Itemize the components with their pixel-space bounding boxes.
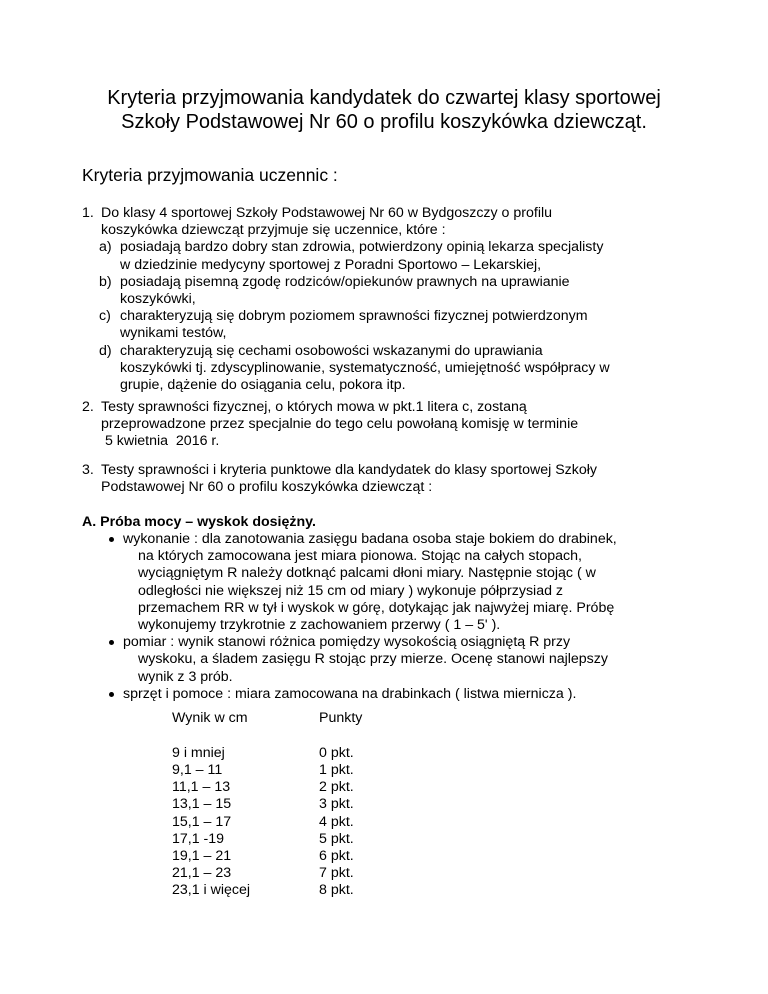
- table-cell: 7 pkt.: [319, 865, 354, 882]
- sub-letter: d): [99, 342, 112, 359]
- section-a-heading: A. Próba mocy – wyskok dosiężny.: [82, 514, 316, 530]
- sub-criteria-list: [82, 239, 722, 394]
- table-cell: 15,1 – 17: [172, 813, 232, 830]
- criteria-item-1: [82, 205, 722, 394]
- column-header-points: Punkty: [319, 710, 363, 726]
- sub-line: w dziedzinie medycyny sportowej z Poradni Sportowo – Lekarskiej,: [120, 256, 542, 273]
- table-cell: 17,1 -19: [172, 830, 225, 847]
- table-cell: 9,1 – 11: [172, 761, 223, 778]
- table-cell: 8 pkt.: [319, 882, 354, 899]
- sub-line: koszykówki,: [120, 291, 196, 308]
- table-cell: 2 pkt.: [319, 779, 354, 796]
- bullet-line: sprzęt i pomoce : miara zamocowana na drabinkach ( listwa miernicza ).: [123, 685, 577, 702]
- table-cell: 4 pkt.: [319, 813, 354, 830]
- sub-letter: a): [99, 239, 112, 256]
- sub-criterion-b: [82, 274, 722, 308]
- table-cell: 9 i mniej: [172, 744, 225, 761]
- item-line: Podstawowej Nr 60 o profilu koszykówka dziewcząt :: [101, 479, 433, 496]
- sub-line: wynikami testów,: [120, 325, 227, 342]
- bullet-icon: [109, 692, 114, 697]
- sub-line: posiadają pisemną zgodę rodziców/opiekunów prawnych na uprawianie: [120, 273, 570, 290]
- title-line-1: Kryteria przyjmowania kandydatek do czwartej klasy sportowej: [107, 87, 661, 109]
- item-line: Testy sprawności i kryteria punktowe dla kandydatek do klasy sportowej Szkoły: [101, 462, 597, 478]
- bullet-line: na których zamocowana jest miara pionowa. Stojąc na całych stopach,: [138, 548, 582, 565]
- sub-criterion-c: [82, 308, 722, 342]
- item-line: Do klasy 4 sportowej Szkoły Podstawowej Nr 60 w Bydgoszczy o profilu: [101, 205, 553, 221]
- sub-criterion-d: [82, 343, 722, 395]
- table-cell: 19,1 – 21: [172, 847, 232, 864]
- sub-letter: c): [99, 308, 111, 325]
- table-cell: 13,1 – 15: [172, 796, 232, 813]
- item-number: 1.: [82, 205, 94, 221]
- table-cell: 21,1 – 23: [172, 865, 232, 882]
- sub-criterion-a: [82, 239, 722, 273]
- table-cell: 6 pkt.: [319, 847, 354, 864]
- table-cell: 11,1 – 13: [172, 779, 231, 796]
- bullet-line: wyciągniętym R należy dotknąć palcami dłoni miary. Następnie stojąc ( w: [138, 565, 596, 582]
- bullet-line: pomiar : wynik stanowi różnica pomiędzy wysokością osiągniętą R przy: [123, 634, 571, 651]
- sub-line: grupie, dążenie do osiągania celu, pokora itp.: [120, 377, 406, 394]
- sub-line: koszykówki tj. zdyscyplinowanie, systematyczność, umiejętność współpracy w: [120, 359, 610, 376]
- bullet-icon: [109, 640, 114, 645]
- item-line: Testy sprawności fizycznej, o których mowa w pkt.1 litera c, zostaną: [101, 399, 527, 415]
- item-line: koszykówka dziewcząt przyjmuje się uczennice, które :: [101, 222, 446, 239]
- bullet-line: przemachem RR w tył i wyskok w górę, dotykając jak najwyżej miarę. Próbę: [138, 599, 615, 616]
- bullet-icon: [109, 537, 114, 542]
- title-line-2: Szkoły Podstawowej Nr 60 o profilu koszykówka dziewcząt.: [121, 111, 647, 133]
- bullet-line: wykonanie : dla zanotowania zasięgu badana osoba staje bokiem do drabinek,: [123, 531, 617, 547]
- bullet-line: wyskoku, a śladem zasięgu R stojąc przy mierze. Ocenę stanowi najlepszy: [138, 651, 608, 668]
- column-header-result: Wynik w cm: [172, 710, 248, 726]
- table-cell: 1 pkt.: [319, 761, 354, 778]
- item-number: 2.: [82, 399, 94, 415]
- bullet-measurement: [82, 634, 722, 686]
- sub-line: charakteryzują się cechami osobowości wskazanymi do uprawiania: [120, 342, 543, 359]
- table-cell: 23,1 i więcej: [172, 882, 251, 899]
- bullet-line: wynik z 3 prób.: [138, 668, 233, 685]
- table-cell: 3 pkt.: [319, 796, 354, 813]
- criteria-item-3: [82, 462, 722, 496]
- sub-line: charakteryzują się dobrym poziomem sprawności fizycznej potwierdzonym: [120, 308, 588, 325]
- item-line: przeprowadzone przez specjalnie do tego celu powołaną komisję w terminie: [101, 416, 579, 433]
- bullet-execution: [82, 531, 722, 634]
- sub-line: posiadają bardzo dobry stan zdrowia, potwierdzony opinią lekarza specjalisty: [120, 239, 604, 256]
- result-column: [172, 710, 312, 900]
- bullet-line: odległości nie większej niż 15 cm od miary ) wykonuje półprzysiad z: [138, 582, 564, 599]
- bullet-equipment: [82, 686, 722, 703]
- document-title: [40, 86, 728, 134]
- section-subtitle: Kryteria przyjmowania uczennic :: [82, 165, 338, 185]
- criteria-item-2: [82, 399, 722, 451]
- table-cell: 0 pkt.: [319, 744, 354, 761]
- item-line: 5 kwietnia 2016 r.: [101, 433, 220, 450]
- bullet-line: wykonujemy trzykrotnie z zachowaniem przerwy ( 1 – 5' ).: [138, 617, 501, 634]
- points-column: [319, 710, 419, 900]
- item-number: 3.: [82, 462, 94, 478]
- table-cell: 5 pkt.: [319, 830, 354, 847]
- sub-letter: b): [99, 273, 112, 290]
- section-a-bullets: [82, 531, 722, 703]
